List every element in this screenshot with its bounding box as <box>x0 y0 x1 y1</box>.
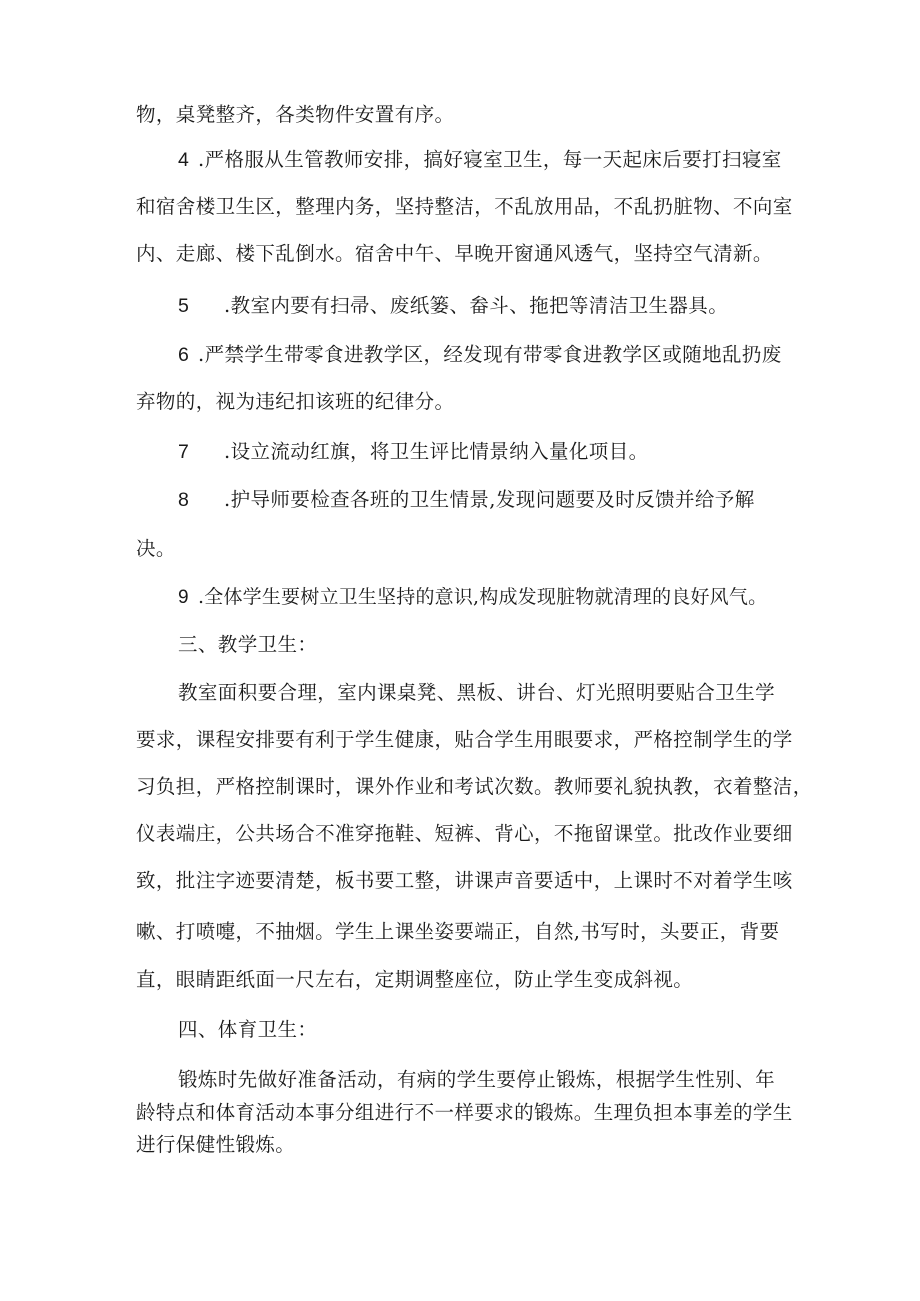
section-3-heading: 三、教学卫生： <box>178 633 318 656</box>
item-7-text: .设立流动红旗，将卫生评比情景纳入量化项目。 <box>224 440 649 463</box>
section-3-line-7: 直，眼睛距纸面一尺左右，定期调整座位，防止学生变成斜视。 <box>136 968 694 991</box>
paragraph-continuation: 物，桌凳整齐，各类物件安置有序。 <box>136 103 455 126</box>
item-6-line-1 <box>178 343 838 367</box>
item-4-line-2: 和宿舍楼卫生区，整理内务，坚持整洁，不乱放用品，不乱扔脏物、不向室 <box>136 195 793 218</box>
section-3-line-5: 致，批注字迹要清楚，板书要工整，讲课声音要适中，上课时不对着学生咳 <box>136 869 793 892</box>
section-3-line-6: 嗽、打喷嚏，不抽烟。学生上课坐姿要端正，自然,书写时，头要正，背要 <box>136 920 780 943</box>
section-3-line-4: 仪表端庄，公共场合不准穿拖鞋、短裤、背心，不拖留课堂。批改作业要细 <box>136 822 793 845</box>
item-5-line-1 <box>178 294 838 318</box>
item-7-line-1 <box>178 440 838 464</box>
item-7-number: 7 <box>178 441 190 463</box>
item-4-text: .严格服从生管教师安排，搞好寝室卫生，每一天起床后要打扫寝室 <box>198 148 782 171</box>
item-4-number: 4 <box>178 149 190 171</box>
item-8-number: 8 <box>178 489 190 511</box>
item-4-line-1 <box>178 148 838 172</box>
item-8-line-2: 决。 <box>136 537 176 560</box>
section-3-line-1: 教室面积要合理，室内课桌凳、黑板、讲台、灯光照明要贴合卫生学 <box>178 681 776 704</box>
section-3-line-3: 习负担，严格控制课时，课外作业和考试次数。教师要礼貌执教，衣着整洁， <box>136 775 813 798</box>
item-6-line-2: 弃物的，视为违纪扣该班的纪律分。 <box>136 390 455 413</box>
section-3-line-2: 要求，课程安排要有利于学生健康，贴合学生用眼要求，严格控制学生的学 <box>136 728 793 751</box>
item-4-line-3: 内、走廊、楼下乱倒水。宿舍中午、早晚开窗通风透气，坚持空气清新。 <box>136 242 773 265</box>
section-4-heading: 四、体育卫生： <box>178 1018 318 1041</box>
item-8-text: .护导师要检查各班的卫生情景,发现问题要及时反馈并给予解 <box>224 488 755 511</box>
item-6-text: .严禁学生带零食进教学区，经发现有带零食进教学区或随地乱扔废 <box>198 343 782 366</box>
section-4-line-1: 锻炼时先做好准备活动，有病的学生要停止锻炼，根据学生性别、年 <box>178 1068 776 1091</box>
item-9-text: .全体学生要树立卫生坚持的意识,构成发现脏物就清理的良好风气。 <box>198 586 768 608</box>
item-6-number: 6 <box>178 344 190 366</box>
item-5-number: 5 <box>178 295 190 317</box>
item-9-number: 9 <box>178 587 189 608</box>
section-4-line-2: 龄特点和体育活动本事分组进行不一样要求的锻炼。生理负担本事差的学生 <box>136 1101 793 1124</box>
item-9-line-1 <box>178 585 838 610</box>
section-4-line-3: 进行保健性锻炼。 <box>136 1133 296 1156</box>
item-5-text: .教室内要有扫帚、废纸篓、畚斗、拖把等清洁卫生器具。 <box>224 294 729 317</box>
item-8-line-1 <box>178 488 838 512</box>
